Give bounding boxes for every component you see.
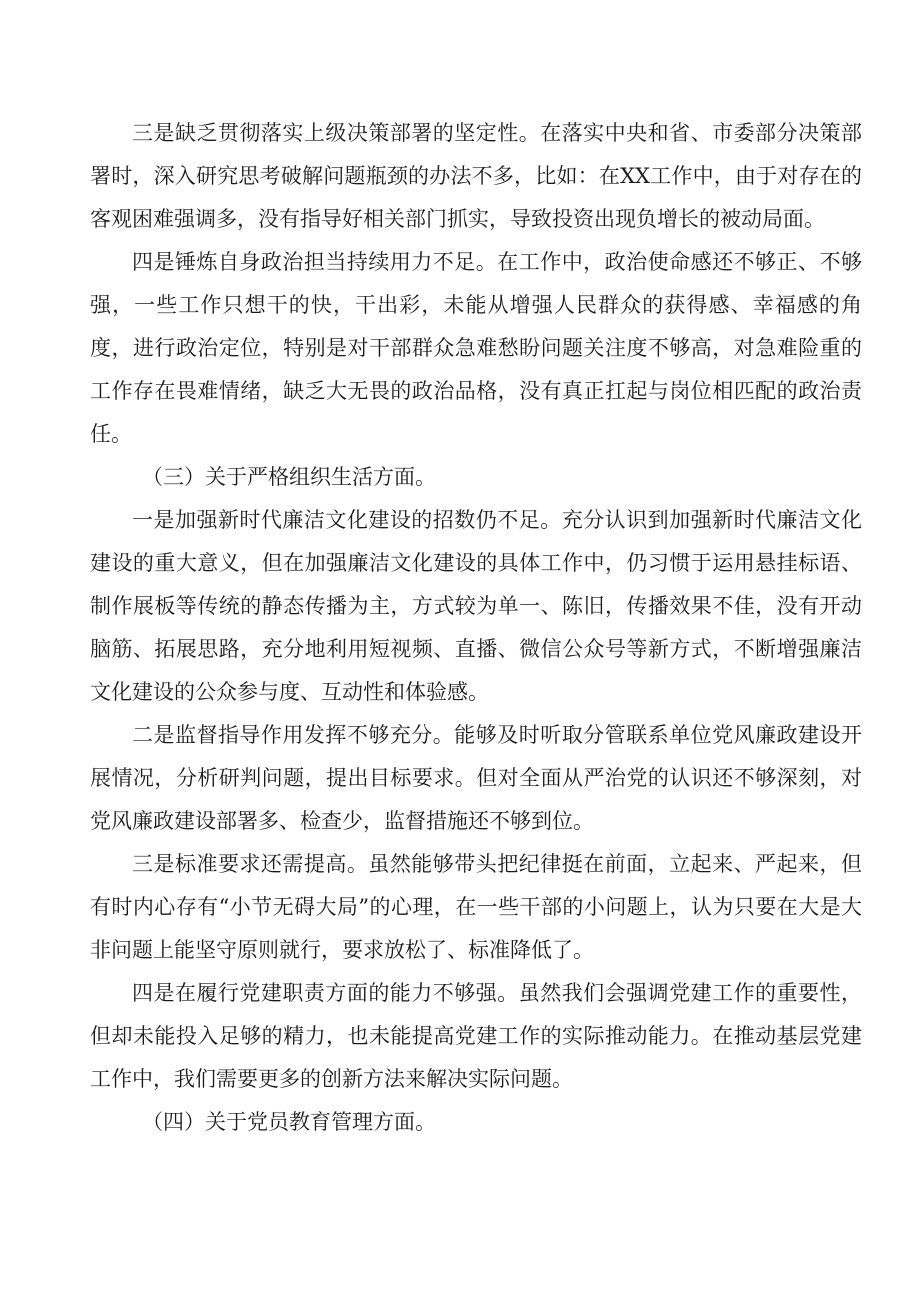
section-heading-organization-life: （三）关于严格组织生活方面。 [142,465,436,489]
paragraph-political-decision: 三是缺乏贯彻落实上级决策部署的坚定性。在落实中央和省、市委部分决策部署时，深入研究思考破解问题瓶颈的办法不多，比如：在XX工作中，由于对存在的客观困难强调多，没有指导好相关部门抓实，导致投资出现负增长的被动局面。 [90,121,862,231]
paragraph-standards: 三是标准要求还需提高。虽然能够带头把纪律挺在前面，立起来、严起来，但有时内心存有“小节无碍大局”的心理，在一些干部的小问题上，认为只要在大是大非问题上能坚守原则就行，要求放松了、标准降低了。 [90,852,862,962]
document-body [90,112,862,1144]
paragraph-supervision: 二是监督指导作用发挥不够充分。能够及时听取分管联系单位党风廉政建设开展情况，分析研判问题，提出目标要求。但对全面从严治党的认识还不够深刻，对党风廉政建设部署多、检查少，监督措施还不够到位。 [90,723,862,833]
paragraph-clean-culture: 一是加强新时代廉洁文化建设的招数仍不足。充分认识到加强新时代廉洁文化建设的重大意义，但在加强廉洁文化建设的具体工作中，仍习惯于运用悬挂标语、制作展板等传统的静态传播为主，方式较为单一、陈旧，传播效果不佳，没有开动脑筋、拓展思路，充分地利用短视频、直播、微信公众号等新方式，不断增强廉洁文化建设的公众参与度、互动性和体验感。 [90,508,862,704]
paragraph-party-building: 四是在履行党建职责方面的能力不够强。虽然我们会强调党建工作的重要性，但却未能投入足够的精力，也未能提高党建工作的实际推动能力。在推动基层党建工作中，我们需要更多的创新方法来解决实际问题。 [90,981,862,1091]
section-heading-member-education: （四）关于党员教育管理方面。 [142,1110,436,1134]
paragraph-political-responsibility: 四是锤炼自身政治担当持续用力不足。在工作中，政治使命感还不够正、不够强，一些工作只想干的快，干出彩，未能从增强人民群众的获得感、幸福感的角度，进行政治定位，特别是对干部群众急难愁盼问题关注度不够高，对急难险重的工作存在畏难情绪，缺乏大无畏的政治品格，没有真正扛起与岗位相匹配的政治责任。 [90,250,862,446]
